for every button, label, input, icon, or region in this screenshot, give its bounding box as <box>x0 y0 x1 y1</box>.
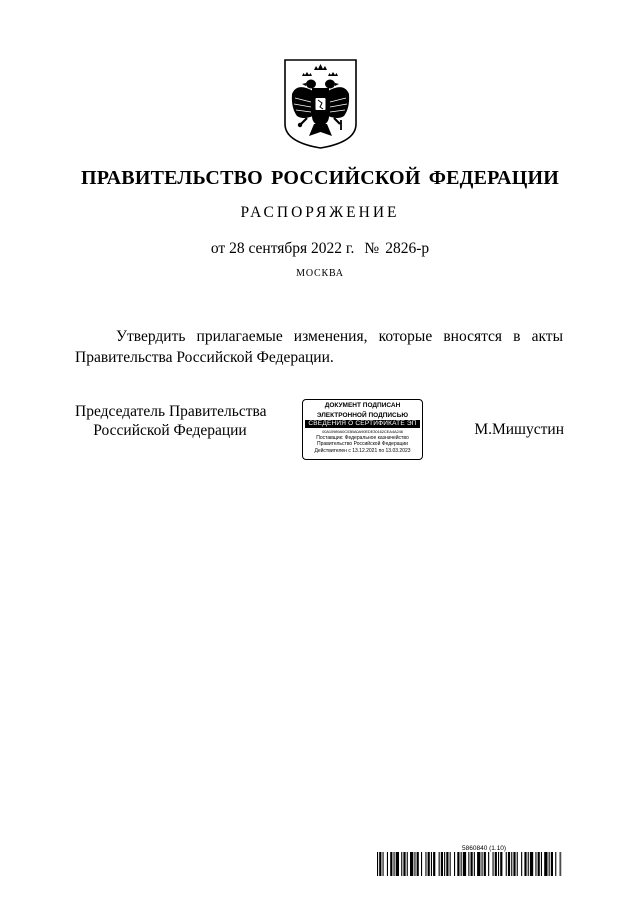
stamp-title-1: ДОКУМЕНТ ПОДПИСАН <box>324 402 401 409</box>
signer-position-line-1: Председатель Правительства <box>75 403 267 420</box>
document-number: 2826-р <box>385 240 430 257</box>
signer-position-line-2: Российской Федерации <box>93 422 247 439</box>
decree-paragraph: Утвердить прилагаемые изменения, которые вносятся в акты Правительства Российской Федерации. <box>75 328 563 366</box>
stamp-serial: 00A10989A0C03BA0A90EDE30162CEA4A246 <box>322 429 403 434</box>
barcode-number: 5860840 (1.10) <box>462 845 507 852</box>
document-date: от 28 сентября 2022 г. <box>210 240 355 257</box>
signer-position <box>75 402 265 440</box>
number-sign: № <box>364 240 380 257</box>
stamp-issuer: Поставщик: Федеральное казначейство <box>316 435 409 441</box>
stamp-certificate-bar: СВЕДЕНИЯ О СЕРТИФИКАТЕ ЭП <box>305 420 420 428</box>
stamp-title-2: ЭЛЕКТРОННОЙ ПОДПИСЬЮ <box>316 411 409 419</box>
document-type: РАСПОРЯЖЕНИЕ <box>240 204 400 221</box>
stamp-validity: Действителен с 13.12.2021 по 13.03.2023 <box>314 447 411 454</box>
electronic-signature-stamp <box>302 399 423 460</box>
stamp-owner: Правительство Российской Федерации <box>317 441 408 448</box>
barcode <box>377 852 562 876</box>
russian-coat-of-arms-icon <box>283 58 358 150</box>
document-date-line <box>0 240 640 258</box>
signer-name: М.Мишустин <box>474 421 564 438</box>
government-title: ПРАВИТЕЛЬСТВО РОССИЙСКОЙ ФЕДЕРАЦИИ <box>81 167 559 189</box>
issue-city: МОСКВА <box>296 268 344 279</box>
